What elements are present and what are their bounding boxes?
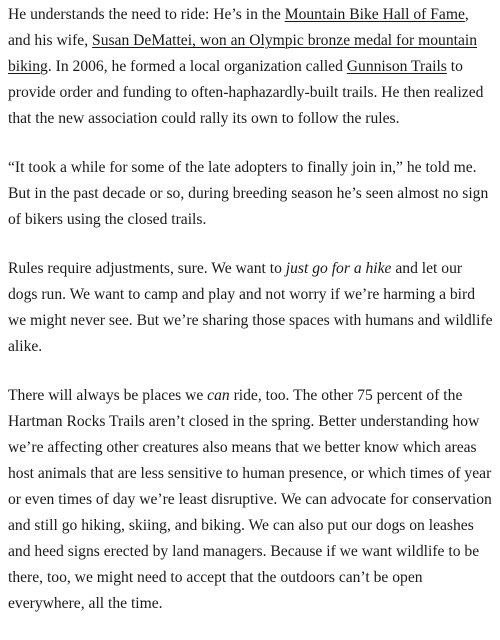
link-susan-demattei-olympic-medal[interactable]: Susan DeMattei, won an Olympic bronze medal for mountain biking bbox=[8, 32, 478, 75]
paragraph-text: . In 2006, he formed a local organization called bbox=[47, 58, 347, 75]
paragraph-rules-adjustments bbox=[8, 256, 494, 360]
link-gunnison-trails[interactable]: Gunnison Trails bbox=[346, 58, 447, 75]
emphasis-text: just go for a hike bbox=[285, 260, 392, 277]
paragraph-text: “It took a while for some of the late adopters to finally join in,” he told me. But in the past decade or so, during breeding season he’s seen almost no sign of bikers using the closed trails. bbox=[8, 159, 489, 228]
paragraph-text: , and his wife, bbox=[8, 6, 469, 49]
paragraph-text: and let our dogs run. We want to camp and play and not worry if we’re harming a bird we might never see. But we’re sharing those spaces with humans and wildlife alike. bbox=[8, 260, 493, 355]
paragraph-quote bbox=[8, 155, 494, 233]
article-body bbox=[8, 2, 494, 640]
paragraph-text: He understands the need to ride: He’s in the bbox=[8, 6, 285, 23]
paragraph-text: ride, too. The other 75 percent of the Hartman Rocks Trails aren’t closed in the spring. Better understanding how we’re affecting other creatures also means that we better know which areas host animals that are less sensitive to human presence, or which times of year or even times of day we’re least disruptive. We can advocate for conservation and still go hiking, skiing, and biking. We can also put our dogs on leashes and heed signs erected by land managers. Because if we want wildlife to be there, too, we might need to accept that the outdoors can’t be open everywhere, all the time. bbox=[8, 387, 492, 612]
link-mountain-bike-hall-of-fame[interactable]: Mountain Bike Hall of Fame bbox=[284, 6, 465, 23]
paragraph-text: to provide order and funding to often-haphazardly-built trails. He then realized that the new association could rally its own to follow the rules. bbox=[8, 58, 484, 127]
paragraph-hall-of-fame bbox=[8, 2, 494, 132]
emphasis-text: can bbox=[207, 387, 230, 404]
paragraph-text: There will always be places we bbox=[8, 387, 208, 404]
paragraph-text: Rules require adjustments, sure. We want to bbox=[8, 260, 286, 277]
